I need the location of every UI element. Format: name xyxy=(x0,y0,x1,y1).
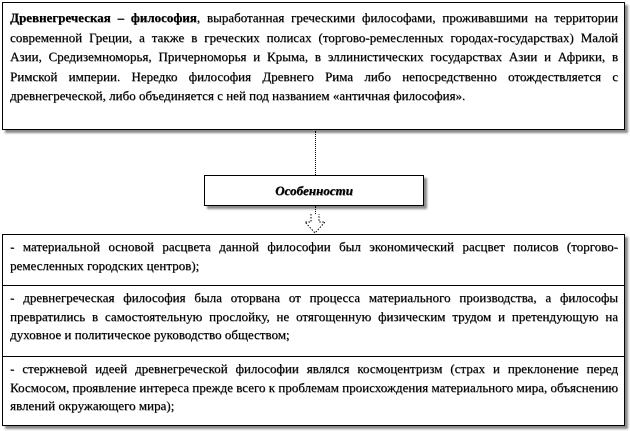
connector-top xyxy=(315,131,316,175)
feature-item-separation-from-labor: - древнегреческая философия была оторвана от процесса материального производства, а философы превратились в самостоятельную прослойку, не отягощенную физическим трудом и претендующую на духовное и политическое руководство обществом; xyxy=(3,285,624,356)
features-title: Особенности xyxy=(275,182,353,198)
down-arrow-icon xyxy=(303,214,327,234)
definition-text: , выработанная греческими философами, проживавшими на территории современной Греции, а также в греческих полисах (торгово-ремесленных городах-государствах) Малой Азии, Средиземноморья, Причерноморья и Крыма, в эллинистических государствах Азии и Африки, в Римской империи. Нередко философия Древнего Рима либо непосредственно отождествляется с древнегреческой, либо объединяется с ней под названием «античная философия». xyxy=(10,10,618,103)
definition-box xyxy=(2,2,625,130)
definition-term: Древнегреческая – философия xyxy=(10,10,197,25)
feature-item-cosmocentrism: - стержневой идеей древнегреческой философии являлся космоцентризм (страх и преклонение перед Космосом, проявление интереса прежде всего к проблемам происхождения материального мира, объяснению явлений окружающего мира); xyxy=(3,356,624,425)
feature-item-economic-basis: - материальной основой расцвета данной философии был экономический расцвет полисов (торгово-ремесленных городских центров); xyxy=(10,239,618,273)
features-list-box xyxy=(2,234,625,426)
features-heading-box xyxy=(204,175,424,206)
